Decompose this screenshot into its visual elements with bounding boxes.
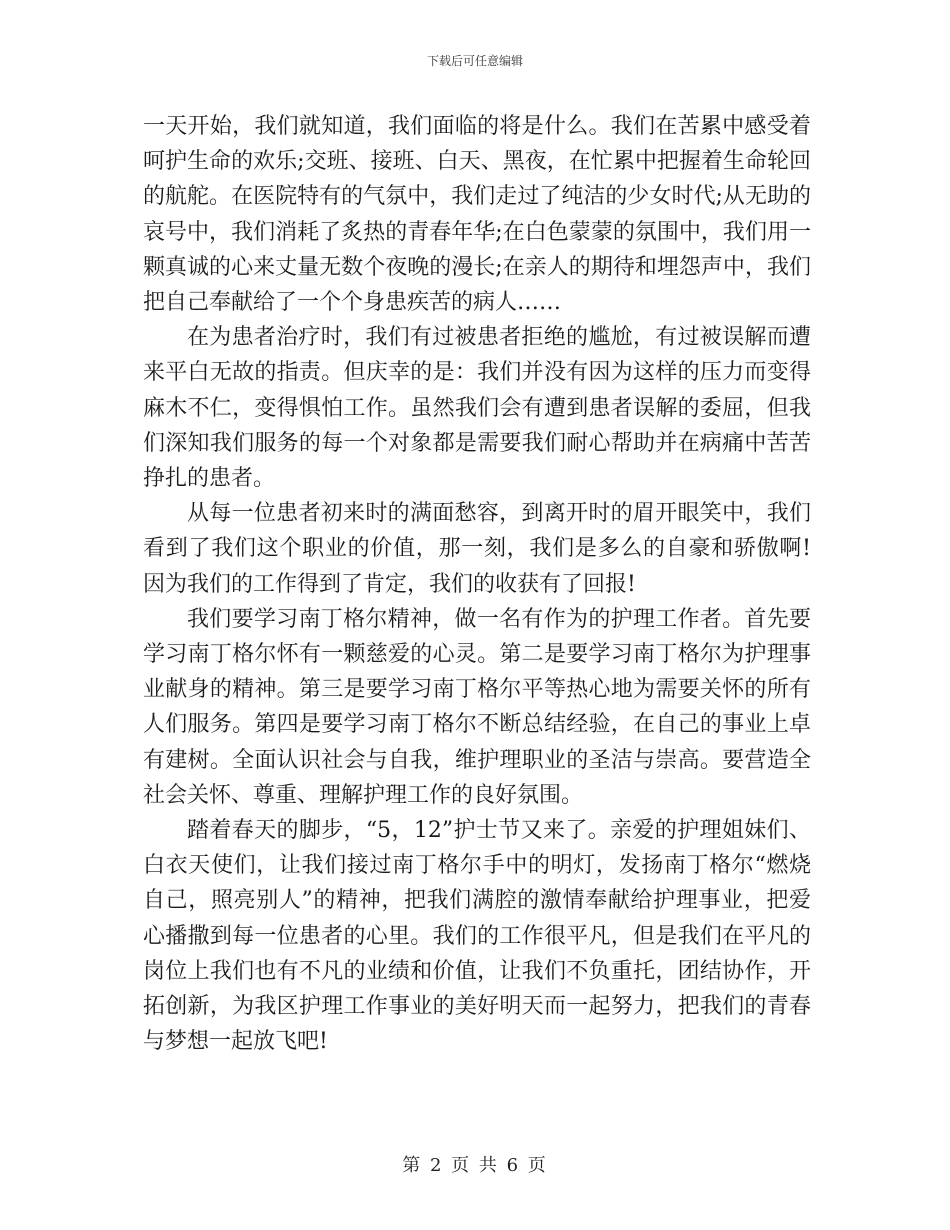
paragraph: 我们要学习南丁格尔精神，做一名有作为的护理工作者。首先要学习南丁格尔怀有一颗慈爱的心灵。第二是要学习南丁格尔为护理事业献身的精神。第三是要学习南丁格尔平等热心地为需要关怀的所有人们服务。第四是要学习南丁格尔不断总结经验，在自己的事业上卓有建树。全面认识社会与自我，维护理职业的圣洁与崇高。要营造全社会关怀、尊重、理解护理工作的良好氛围。 bbox=[143, 606, 811, 808]
page-number: 第 2 页 共 6 页 bbox=[402, 1155, 548, 1176]
paragraph: 从每一位患者初来时的满面愁容，到离开时的眉开眼笑中，我们看到了我们这个职业的价值，那一刻，我们是多么的自豪和骄傲啊!因为我们的工作得到了肯定，我们的收获有了回报! bbox=[143, 501, 811, 597]
paragraph: 踏着春天的脚步，“5，12”护士节又来了。亲爱的护理姐妹们、白衣天使们，让我们接过南丁格尔手中的明灯，发扬南丁格尔“燃烧自己，照亮别人”的精神，把我们满腔的激情奉献给护理事业，把爱心播撒到每一位患者的心里。我们的工作很平凡，但是我们在平凡的岗位上我们也有不凡的业绩和价值，让我们不负重托，团结协作，开拓创新，为我区护理工作事业的美好明天而一起努力，把我们的青春与梦想一起放飞吧! bbox=[143, 818, 811, 1055]
page-header: 下载后可任意编辑 bbox=[426, 54, 523, 68]
document-body bbox=[143, 109, 811, 1059]
paragraph-continued: 一天开始，我们就知道，我们面临的将是什么。我们在苦累中感受着呵护生命的欢乐;交班、接班、白天、黑夜，在忙累中把握着生命轮回的航舵。在医院特有的气氛中，我们走过了纯洁的少女时代;从无助的哀号中，我们消耗了炙热的青春年华;在白色蒙蒙的氛围中，我们用一颗真诚的心来丈量无数个夜晚的漫长;在亲人的期待和埋怨声中，我们把自己奉献给了一个个身患疾苦的病人…… bbox=[143, 114, 811, 316]
paragraph: 在为患者治疗时，我们有过被患者拒绝的尴尬，有过被误解而遭来平白无故的指责。但庆幸的是：我们并没有因为这样的压力而变得麻木不仁，变得惧怕工作。虽然我们会有遭到患者误解的委屈，但我们深知我们服务的每一个对象都是需要我们耐心帮助并在病痛中苦苦挣扎的患者。 bbox=[143, 325, 811, 492]
